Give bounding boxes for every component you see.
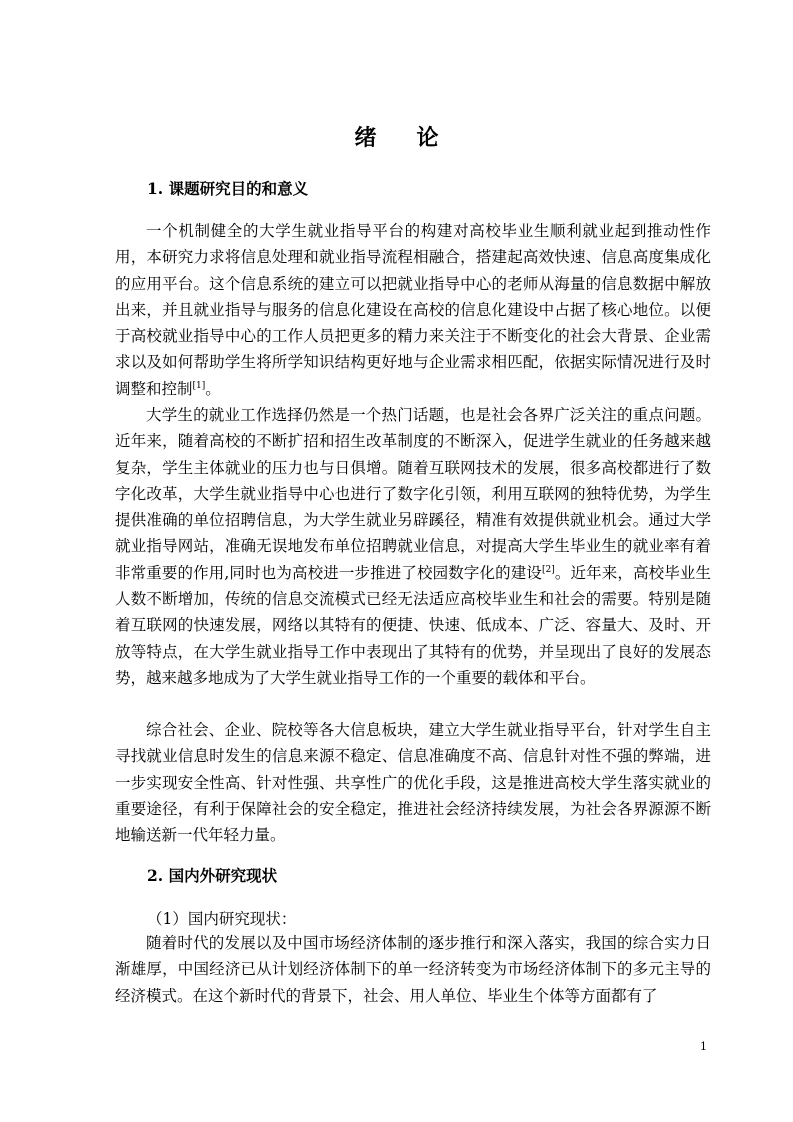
paragraph-end: 。 [205,379,221,398]
section-2-subheading: （1）国内研究现状： [147,910,297,928]
paragraph-text: 一个机制健全的大学生就业指导平台的构建对高校毕业生顺利就业起到推动性作用，本研究力求将信息处理和就业指导流程相融合，搭建起高效快速、信息高度集成化的应用平台。这个信息系统的建立可以把就业指导中心的老师从海量的信息数据中解放出来，并且就业指导与服务的信息化建设在高校的信息化建设中占据了核心地位。以便于高校就业指导中心的工作人员把更多的精力来关注于不断变化的社会大背景、企业需求以及如何帮助学生将所学知识结构更好地与企业需求相匹配，依据实际情况进行及时调整和控制 [115,222,711,398]
section-1-paragraph-3: 综合社会、企业、院校等各大信息板块，建立大学生就业指导平台，针对学生自主寻找就业信息时发生的信息来源不稳定、信息准确度不高、信息针对性不强的弊端，进一步实现安全性高、针对性强、共享性广的优化手段，这是推进高校大学生落实就业的重要途径，有利于保障社会的安全稳定，推进社会经济持续发展，为社会各界源源不断地输送新一代年轻力量。 [115,721,711,845]
title-char-2: 论 [416,125,439,151]
section-2-paragraph-1: 随着时代的发展以及中国市场经济体制的逐步推行和深入落实，我国的综合实力日渐雄厚，中国经济已从计划经济体制下的单一经济转变为市场经济体制下的多元主导的经济模式。在这个新时代的背景下，社会、用人单位、毕业生个体等方面都有了 [115,934,711,1005]
title-char-1: 绪 [354,125,377,151]
section-1-paragraph-2 [115,402,711,691]
section-1-heading: 1. 课题研究目的和意义 [147,179,309,198]
section-1-paragraph-1 [115,218,711,402]
page-title [0,121,793,152]
section-2-heading: 2. 国内外研究现状 [147,866,278,885]
paragraph-text: 大学生的就业工作选择仍然是一个热门话题，也是社会各界广泛关注的重点问题。近年来，随着高校的不断扩招和招生改革制度的不断深入，促进学生就业的任务越来越复杂，学生主体就业的压力也与日俱增。随着互联网技术的发展，很多高校都进行了数字化改革，大学生就业指导中心也进行了数字化引领，利用互联网的独特优势，为学生提供准确的单位招聘信息，为大学生就业另辟蹊径，精准有效提供就业机会。通过大学就业指导网站，准确无误地发布单位招聘就业信息，对提高大学生毕业生的就业率有着非常重要的作用,同时也为高校进一步推进了校园数字化的建设 [115,406,711,582]
citation-ref-1: [1] [192,380,206,391]
citation-ref-2: [2] [541,564,555,575]
page-number: 1 [700,1040,707,1053]
paragraph-text-continued: 。近年来，高校毕业生人数不断增加，传统的信息交流模式已经无法适应高校毕业生和社会的需要。特别是随着互联网的快速发展，网络以其特有的便捷、快速、低成本、广泛、容量大、及时、开放等特点，在大学生就业指导工作中表现出了其特有的优势，并呈现出了良好的发展态势，越来越多地成为了大学生就业指导工作的一个重要的载体和平台。 [115,563,711,687]
